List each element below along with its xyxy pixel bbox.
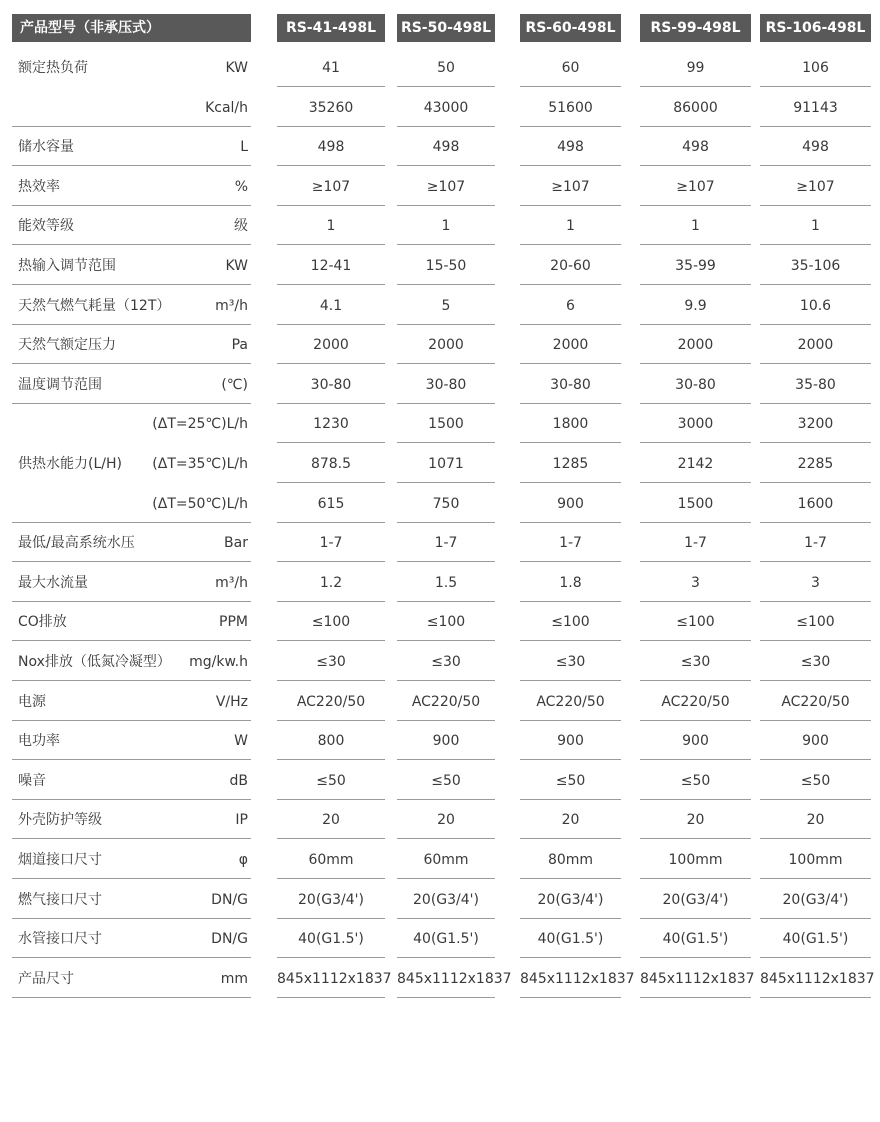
row-label-cell xyxy=(12,206,251,245)
value-cell: 1800 xyxy=(520,404,621,443)
value-cell: 1.8 xyxy=(520,563,621,602)
value-cell: 1 xyxy=(520,206,621,245)
value-cell: 2142 xyxy=(640,444,751,483)
value-cell: 845x1112x1837 xyxy=(397,959,495,998)
table-row xyxy=(0,444,880,484)
value-cell: 1-7 xyxy=(520,523,621,562)
row-label: 温度调节范围 xyxy=(18,376,102,393)
table-row xyxy=(0,880,880,920)
table-row xyxy=(0,48,880,88)
row-label: 天然气额定压力 xyxy=(18,337,116,354)
value-cell: 1 xyxy=(277,206,385,245)
value-cell: 30-80 xyxy=(640,365,751,404)
table-row xyxy=(0,167,880,207)
table-row xyxy=(0,682,880,722)
row-label-cell xyxy=(12,286,251,325)
value-cell: ≥107 xyxy=(760,167,871,206)
row-label-cell xyxy=(12,642,251,681)
value-cell: 20-60 xyxy=(520,246,621,285)
value-cell: 40(G1.5') xyxy=(520,919,621,958)
row-label-cell xyxy=(12,48,251,87)
row-label: 能效等级 xyxy=(18,218,74,235)
value-cell: 498 xyxy=(520,127,621,166)
value-cell: 1-7 xyxy=(397,523,495,562)
value-cell: 30-80 xyxy=(520,365,621,404)
row-label: 最低/最高系统水压 xyxy=(18,535,135,552)
value-cell: 498 xyxy=(397,127,495,166)
value-cell: 2000 xyxy=(397,325,495,364)
value-cell: ≤30 xyxy=(277,642,385,681)
table-row xyxy=(0,206,880,246)
row-unit: Kcal/h xyxy=(205,99,248,116)
value-cell: 35-80 xyxy=(760,365,871,404)
row-label: 热效率 xyxy=(18,178,60,195)
table-row xyxy=(0,88,880,128)
value-cell: 91143 xyxy=(760,88,871,127)
row-unit: mm xyxy=(220,970,248,987)
model-header: RS-41-498L xyxy=(277,14,385,42)
value-cell: 40(G1.5') xyxy=(640,919,751,958)
value-cell: 1.2 xyxy=(277,563,385,602)
value-cell: 900 xyxy=(520,484,621,523)
value-cell: 100mm xyxy=(640,840,751,879)
row-label-cell xyxy=(12,246,251,285)
row-label-cell xyxy=(12,602,251,641)
row-unit: (℃) xyxy=(221,376,248,393)
value-cell: ≤50 xyxy=(760,761,871,800)
table-row xyxy=(0,800,880,840)
row-label: 额定热负荷 xyxy=(18,60,88,76)
row-label: 供热水能力(L/H) xyxy=(18,456,122,472)
table-row xyxy=(0,484,880,524)
value-cell: 2000 xyxy=(640,325,751,364)
value-cell: 20(G3/4') xyxy=(640,880,751,919)
row-unit: (ΔT=35℃)L/h xyxy=(152,456,248,472)
row-label: 水管接口尺寸 xyxy=(18,931,102,948)
row-label: 天然气燃气耗量（12T） xyxy=(18,297,171,314)
value-cell: 100mm xyxy=(760,840,871,879)
row-label: 噪音 xyxy=(18,772,46,789)
value-cell: 15-50 xyxy=(397,246,495,285)
row-label-cell xyxy=(12,365,251,404)
model-header: RS-50-498L xyxy=(397,14,495,42)
value-cell: ≤100 xyxy=(520,602,621,641)
row-unit: (ΔT=50℃)L/h xyxy=(152,495,248,512)
value-cell: AC220/50 xyxy=(277,682,385,721)
row-unit: Pa xyxy=(231,337,248,354)
value-cell: 1 xyxy=(760,206,871,245)
value-cell: ≤100 xyxy=(397,602,495,641)
value-cell: 20(G3/4') xyxy=(760,880,871,919)
row-unit: m³/h xyxy=(215,574,248,591)
row-unit: IP xyxy=(235,812,248,829)
value-cell: 1500 xyxy=(640,484,751,523)
row-label-cell xyxy=(12,444,251,483)
row-unit: m³/h xyxy=(215,297,248,314)
row-label: CO排放 xyxy=(18,614,67,631)
value-cell: ≤30 xyxy=(397,642,495,681)
value-cell: ≤100 xyxy=(640,602,751,641)
value-cell: 20(G3/4') xyxy=(520,880,621,919)
row-label-cell xyxy=(12,959,251,998)
value-cell: 1.5 xyxy=(397,563,495,602)
value-cell: 900 xyxy=(397,721,495,760)
value-cell: ≤30 xyxy=(640,642,751,681)
value-cell: ≥107 xyxy=(640,167,751,206)
table-row xyxy=(0,523,880,563)
value-cell: 3200 xyxy=(760,404,871,443)
value-cell: 30-80 xyxy=(277,365,385,404)
table-row xyxy=(0,563,880,603)
row-label-cell xyxy=(12,682,251,721)
value-cell: 41 xyxy=(277,48,385,87)
value-cell: ≥107 xyxy=(520,167,621,206)
value-cell: 9.9 xyxy=(640,286,751,325)
value-cell: ≤100 xyxy=(760,602,871,641)
value-cell: ≥107 xyxy=(397,167,495,206)
value-cell: 845x1112x1837 xyxy=(520,959,621,998)
row-label-cell xyxy=(12,404,251,443)
value-cell: 40(G1.5') xyxy=(277,919,385,958)
table-row xyxy=(0,840,880,880)
row-label-cell xyxy=(12,88,251,127)
value-cell: 2000 xyxy=(520,325,621,364)
value-cell: 498 xyxy=(277,127,385,166)
value-cell: 12-41 xyxy=(277,246,385,285)
row-label: 电功率 xyxy=(18,733,60,750)
row-unit: dB xyxy=(229,772,248,789)
row-unit: W xyxy=(234,733,248,750)
value-cell: 900 xyxy=(520,721,621,760)
value-cell: 50 xyxy=(397,48,495,87)
value-cell: ≤30 xyxy=(520,642,621,681)
value-cell: 845x1112x1837 xyxy=(760,959,871,998)
model-header: RS-106-498L xyxy=(760,14,871,42)
header-label: 产品型号（非承压式） xyxy=(12,14,251,42)
value-cell: 20 xyxy=(397,800,495,839)
value-cell: 3000 xyxy=(640,404,751,443)
value-cell: AC220/50 xyxy=(520,682,621,721)
table-row xyxy=(0,246,880,286)
value-cell: 60mm xyxy=(397,840,495,879)
value-cell: 845x1112x1837 xyxy=(277,959,385,998)
table-row xyxy=(0,919,880,959)
value-cell: 1230 xyxy=(277,404,385,443)
value-cell: 750 xyxy=(397,484,495,523)
model-header: RS-60-498L xyxy=(520,14,621,42)
value-cell: 20 xyxy=(640,800,751,839)
value-cell: 60mm xyxy=(277,840,385,879)
row-label: 热输入调节范围 xyxy=(18,258,116,274)
value-cell: 4.1 xyxy=(277,286,385,325)
value-cell: 1 xyxy=(640,206,751,245)
value-cell: 1600 xyxy=(760,484,871,523)
value-cell: 615 xyxy=(277,484,385,523)
table-row xyxy=(0,325,880,365)
table-row xyxy=(0,365,880,405)
value-cell: 99 xyxy=(640,48,751,87)
value-cell: ≤50 xyxy=(397,761,495,800)
row-label: 储水容量 xyxy=(18,139,74,156)
table-row xyxy=(0,602,880,642)
row-unit: DN/G xyxy=(211,931,248,948)
value-cell: 1500 xyxy=(397,404,495,443)
value-cell: 40(G1.5') xyxy=(760,919,871,958)
row-unit: V/Hz xyxy=(215,693,248,710)
row-unit: (ΔT=25℃)L/h xyxy=(152,416,248,433)
row-label-cell xyxy=(12,919,251,958)
row-label-cell xyxy=(12,840,251,879)
table-row xyxy=(0,404,880,444)
value-cell: 498 xyxy=(760,127,871,166)
value-cell: 5 xyxy=(397,286,495,325)
value-cell: AC220/50 xyxy=(397,682,495,721)
row-unit: KW xyxy=(225,60,248,76)
value-cell: 60 xyxy=(520,48,621,87)
value-cell: 1-7 xyxy=(640,523,751,562)
row-unit: % xyxy=(234,178,248,195)
value-cell: 900 xyxy=(640,721,751,760)
value-cell: 51600 xyxy=(520,88,621,127)
row-label: 外壳防护等级 xyxy=(18,812,102,829)
value-cell: ≤50 xyxy=(640,761,751,800)
value-cell: 80mm xyxy=(520,840,621,879)
row-label: 产品尺寸 xyxy=(18,970,74,987)
value-cell: 900 xyxy=(760,721,871,760)
row-label-cell xyxy=(12,880,251,919)
value-cell: ≤50 xyxy=(520,761,621,800)
value-cell: ≤50 xyxy=(277,761,385,800)
value-cell: ≤30 xyxy=(760,642,871,681)
value-cell: 800 xyxy=(277,721,385,760)
row-label: 燃气接口尺寸 xyxy=(18,891,102,908)
row-unit: Bar xyxy=(224,535,248,552)
row-unit: PPM xyxy=(219,614,248,631)
row-label: Nox排放（低氮冷凝型） xyxy=(18,654,171,670)
value-cell: 1 xyxy=(397,206,495,245)
row-unit: mg/kw.h xyxy=(189,654,248,670)
value-cell: 30-80 xyxy=(397,365,495,404)
value-cell: ≥107 xyxy=(277,167,385,206)
row-label-cell xyxy=(12,523,251,562)
table-row xyxy=(0,642,880,682)
value-cell: ≤100 xyxy=(277,602,385,641)
value-cell: 3 xyxy=(760,563,871,602)
row-unit: KW xyxy=(225,258,248,274)
value-cell: 43000 xyxy=(397,88,495,127)
value-cell: AC220/50 xyxy=(640,682,751,721)
row-label-cell xyxy=(12,325,251,364)
row-label-cell xyxy=(12,127,251,166)
value-cell: 498 xyxy=(640,127,751,166)
row-label-cell xyxy=(12,761,251,800)
value-cell: 86000 xyxy=(640,88,751,127)
table-row xyxy=(0,286,880,326)
value-cell: 2000 xyxy=(760,325,871,364)
value-cell: 20 xyxy=(277,800,385,839)
row-label: 电源 xyxy=(18,693,46,710)
row-label-cell xyxy=(12,167,251,206)
value-cell: 20 xyxy=(520,800,621,839)
model-header: RS-99-498L xyxy=(640,14,751,42)
row-label: 最大水流量 xyxy=(18,574,88,591)
value-cell: 1-7 xyxy=(760,523,871,562)
row-unit: L xyxy=(240,139,248,156)
value-cell: 845x1112x1837 xyxy=(640,959,751,998)
table-row xyxy=(0,721,880,761)
value-cell: 1285 xyxy=(520,444,621,483)
row-unit: DN/G xyxy=(211,891,248,908)
value-cell: 35260 xyxy=(277,88,385,127)
value-cell: 106 xyxy=(760,48,871,87)
value-cell: 878.5 xyxy=(277,444,385,483)
value-cell: 1071 xyxy=(397,444,495,483)
value-cell: 3 xyxy=(640,563,751,602)
value-cell: AC220/50 xyxy=(760,682,871,721)
value-cell: 2285 xyxy=(760,444,871,483)
value-cell: 2000 xyxy=(277,325,385,364)
row-label: 烟道接口尺寸 xyxy=(18,852,102,868)
table-row xyxy=(0,127,880,167)
value-cell: 35-106 xyxy=(760,246,871,285)
value-cell: 10.6 xyxy=(760,286,871,325)
value-cell: 20(G3/4') xyxy=(397,880,495,919)
value-cell: 40(G1.5') xyxy=(397,919,495,958)
value-cell: 35-99 xyxy=(640,246,751,285)
row-unit: 级 xyxy=(234,218,248,235)
value-cell: 20(G3/4') xyxy=(277,880,385,919)
row-label-cell xyxy=(12,800,251,839)
value-cell: 20 xyxy=(760,800,871,839)
table-row xyxy=(0,761,880,801)
value-cell: 6 xyxy=(520,286,621,325)
row-label-cell xyxy=(12,721,251,760)
table-row xyxy=(0,959,880,999)
row-label-cell xyxy=(12,563,251,602)
value-cell: 1-7 xyxy=(277,523,385,562)
row-label-cell xyxy=(12,484,251,523)
row-unit: φ xyxy=(238,852,248,868)
